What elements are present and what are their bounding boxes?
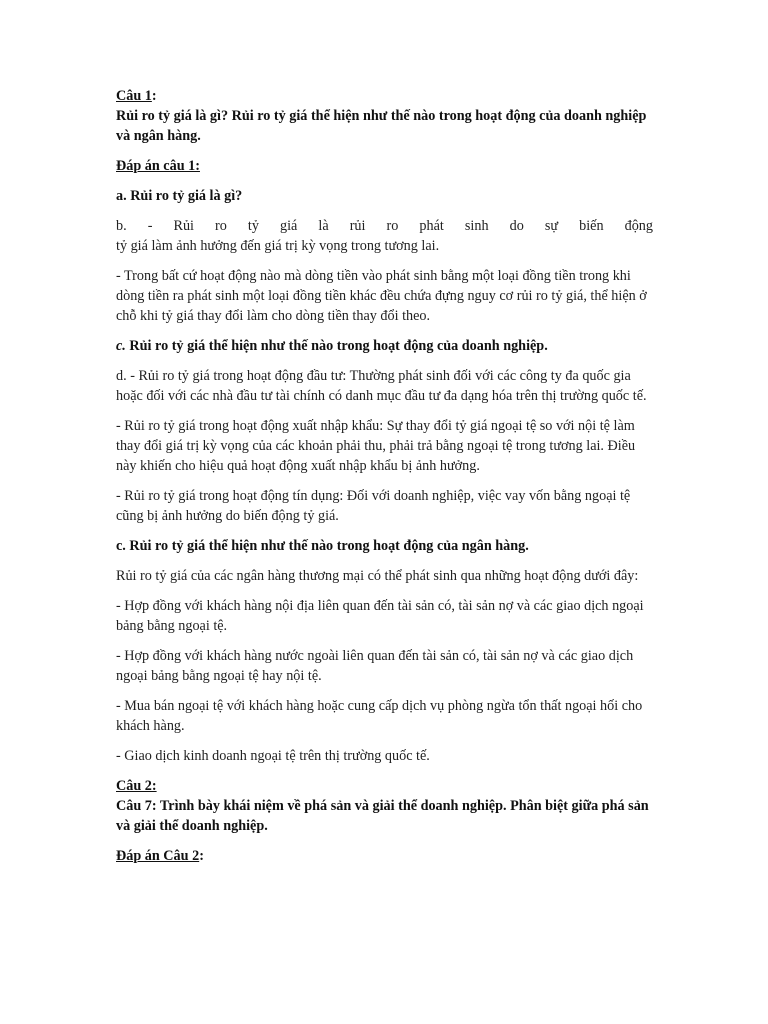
document-body xyxy=(116,86,653,866)
credit-paragraph: - Rủi ro tỷ giá trong hoạt động tín dụng: Đối với doanh nghiệp, việc vay vốn bằng ngoại tệ cũng bị ảnh hưởng do biến động tỷ giá. xyxy=(116,488,631,524)
bank-item-3: - Mua bán ngoại tệ với khách hàng hoặc cung cấp dịch vụ phòng ngừa tổn thất ngoại hối cho khách hàng. xyxy=(116,698,643,734)
bank-item-2: - Hợp đồng với khách hàng nước ngoài liên quan đến tài sản có, tài sản nợ và các giao dịch ngoại bảng bằng ngoại tệ hay nội tệ. xyxy=(116,648,634,684)
bank-item-1: - Hợp đồng với khách hàng nội địa liên quan đến tài sản có, tài sản nợ và các giao dịch ngoại bảng bằng ngoại tệ. xyxy=(116,598,644,634)
answer-2-heading: Đáp án Câu 2: xyxy=(116,848,204,864)
part-b-line-1: b. - Rủi ro tỷ giá là rủi ro phát sinh do sự biến động xyxy=(116,218,653,234)
part-c2-title: c. Rủi ro tỷ giá thể hiện như thế nào trong hoạt động của ngân hàng. xyxy=(116,538,529,554)
answer-1-heading: Đáp án câu 1: xyxy=(116,158,200,174)
part-c-title: c. Rủi ro tỷ giá thể hiện như thế nào trong hoạt động của doanh nghiệp. xyxy=(116,338,548,354)
bank-item-4: - Giao dịch kinh doanh ngoại tệ trên thị trường quốc tế. xyxy=(116,748,430,764)
question-2-text: Câu 7: Trình bày khái niệm về phá sản và giải thể doanh nghiệp. Phân biệt giữa phá sản và giải thể doanh nghiệp. xyxy=(116,798,649,834)
question-1-label: Câu 1 xyxy=(116,88,152,104)
export-import-paragraph: - Rủi ro tỷ giá trong hoạt động xuất nhập khẩu: Sự thay đổi tỷ giá ngoại tệ so với nội tệ làm thay đổi giá trị kỳ vọng của các khoản phải thu, phải trả bằng ngoại tệ trong tương lai. Điều này khiến cho hiệu quả hoạt động xuất nhập khẩu bị ảnh hưởng. xyxy=(116,418,636,474)
part-b-line-2: tỷ giá làm ảnh hưởng đến giá trị kỳ vọng trong tương lai. xyxy=(116,238,440,254)
part-a-title: a. Rủi ro tỷ giá là gì? xyxy=(116,188,243,204)
part-d-paragraph: d. - Rủi ro tỷ giá trong hoạt động đầu tư: Thường phát sinh đối với các công ty đa quốc gia hoặc đối với các nhà đầu tư tài chính có danh mục đầu tư đa dạng hóa trên thị trường quốc tế. xyxy=(116,368,647,404)
question-1-text: Rủi ro tỷ giá là gì? Rủi ro tỷ giá thể hiện như thế nào trong hoạt động của doanh nghiệp và ngân hàng. xyxy=(116,108,647,144)
part-b-paragraph-2: - Trong bất cứ hoạt động nào mà dòng tiền vào phát sinh bằng một loại đồng tiền trong khi dòng tiền ra phát sinh một loại đồng tiền khác đều chứa đựng nguy cơ rủi ro tỷ giá, thể hiện ở chỗ khi tỷ giá thay đổi làm cho dòng tiền thay đổi theo. xyxy=(116,268,647,324)
bank-intro-paragraph: Rủi ro tỷ giá của các ngân hàng thương mại có thể phát sinh qua những hoạt động dưới đây: xyxy=(116,568,639,584)
question-1-heading: Câu 1: xyxy=(116,88,157,104)
question-2-heading: Câu 2: xyxy=(116,778,157,794)
